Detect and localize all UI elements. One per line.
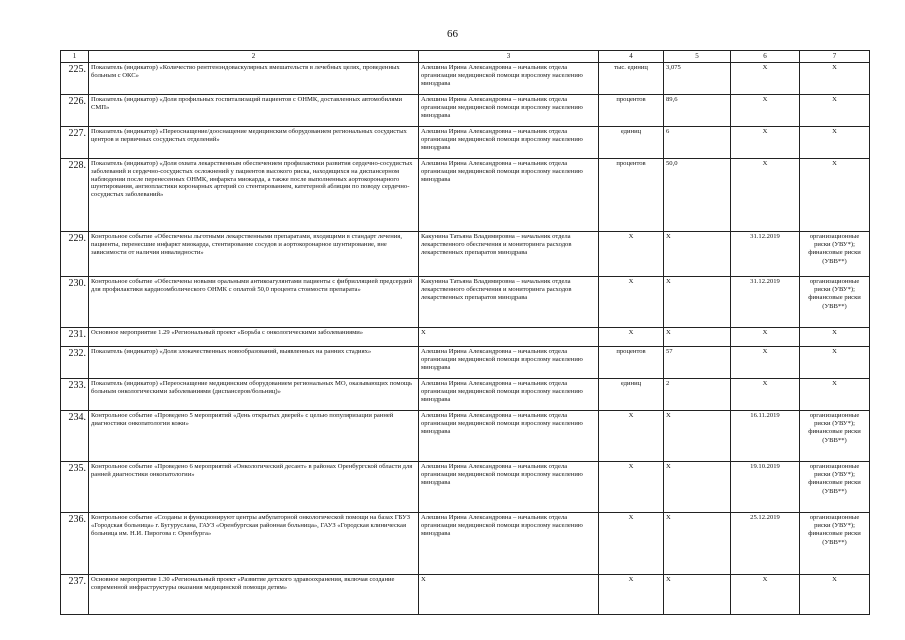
row-unit: X xyxy=(599,411,664,462)
row-date: X xyxy=(731,63,800,95)
row-unit: тыс. единиц xyxy=(599,63,664,95)
row-date: 31.12.2019 xyxy=(731,277,800,328)
table-row xyxy=(61,462,870,513)
row-description: Контрольное событие «Обеспечены льготными лекарственными препаратами, входящими в стандарт лечения, пациенты, перенесшие инфаркт миокарда, стентирование сосудов и аортокоронарное шунтирование, вне зависимости от наличия инвалидности» xyxy=(89,232,419,277)
row-number: 233. xyxy=(61,379,89,411)
table-row xyxy=(61,277,870,328)
row-date: X xyxy=(731,575,800,615)
row-date: X xyxy=(731,159,800,232)
row-responsible: Алешина Ирина Александровна – начальник отдела организации медицинской помощи взрослому населению минздрава xyxy=(419,159,599,232)
row-value: X xyxy=(664,328,731,347)
row-value: 2 xyxy=(664,379,731,411)
row-value: X xyxy=(664,232,731,277)
table-row xyxy=(61,575,870,615)
row-value: 50,0 xyxy=(664,159,731,232)
row-number: 225. xyxy=(61,63,89,95)
row-description: Основное мероприятие 1.30 «Региональный проект «Развитие детского здравоохранения, включая создание современной инфраструктуры оказания медицинской помощи детям» xyxy=(89,575,419,615)
row-risks: организационные риски (УВУ*); финансовые риски (УВВ**) xyxy=(800,411,870,462)
row-description: Контрольное событие «Проведено 5 мероприятий «День открытых дверей» с целью популяризации ранней диагностики онкопатологии кожи» xyxy=(89,411,419,462)
table-row xyxy=(61,232,870,277)
row-unit: X xyxy=(599,513,664,575)
row-description: Показатель (индикатор) «Доля профильных госпитализаций пациентов с ОНМК, доставленных автомобилями СМП» xyxy=(89,95,419,127)
row-description: Показатель (индикатор) «Количество рентгенэндоваскулярных вмешательств в лечебных целях, проведенных больным с ОКС» xyxy=(89,63,419,95)
row-responsible: Алешина Ирина Александровна – начальник отдела организации медицинской помощи взрослому населению минздрава xyxy=(419,95,599,127)
row-description: Контрольное событие «Проведено 6 мероприятий «Онкологический десант» в районах Оренбургской области для ранней диагностики онкопатологии» xyxy=(89,462,419,513)
row-number: 229. xyxy=(61,232,89,277)
header-cell: 1 xyxy=(61,51,89,63)
row-responsible: Какунина Татьяна Владимировна – начальник отдела лекарственного обеспечения и мониторинга расходов лекарственных препаратов минздрава xyxy=(419,277,599,328)
row-description: Основное мероприятие 1.29 «Региональный проект «Борьба с онкологическими заболеваниями» xyxy=(89,328,419,347)
row-date: 19.10.2019 xyxy=(731,462,800,513)
row-risks: организационные риски (УВУ*); финансовые риски (УВВ**) xyxy=(800,232,870,277)
row-date: X xyxy=(731,328,800,347)
header-cell: 5 xyxy=(664,51,731,63)
row-unit: единиц xyxy=(599,127,664,159)
row-risks: X xyxy=(800,575,870,615)
row-number: 226. xyxy=(61,95,89,127)
row-value: X xyxy=(664,513,731,575)
row-value: 57 xyxy=(664,347,731,379)
header-cell: 2 xyxy=(89,51,419,63)
row-description: Показатель (индикатор) «Доля охвата лекарственным обеспечением профилактики развития сердечно-сосудистых заболеваний и сердечно-сосудистых осложнений у пациентов высокого риска, находящихся на диспансерном наблюдении после перенесенных ОНМК, инфаркта миокарда, а также после выполненных аортокоронарного шунтирования, ангиопластики коронарных артерий со стентированием, катетерной абляции по поводу сердечно-сосудистых заболеваний» xyxy=(89,159,419,232)
row-responsible: Алешина Ирина Александровна – начальник отдела организации медицинской помощи взрослому населению минздрава xyxy=(419,379,599,411)
plan-table xyxy=(60,50,870,615)
row-responsible: Алешина Ирина Александровна – начальник отдела организации медицинской помощи взрослому населению минздрава xyxy=(419,63,599,95)
table-header-row xyxy=(61,51,870,63)
row-number: 235. xyxy=(61,462,89,513)
row-responsible: X xyxy=(419,328,599,347)
row-unit: X xyxy=(599,232,664,277)
row-risks: организационные риски (УВУ*); финансовые риски (УВВ**) xyxy=(800,513,870,575)
row-responsible: Алешина Ирина Александровна – начальник отдела организации медицинской помощи взрослому населению минздрава xyxy=(419,347,599,379)
table-row xyxy=(61,127,870,159)
row-number: 232. xyxy=(61,347,89,379)
page-number: 66 xyxy=(447,28,458,40)
row-unit: процентов xyxy=(599,95,664,127)
table-row xyxy=(61,328,870,347)
row-responsible: Алешина Ирина Александровна – начальник отдела организации медицинской помощи взрослому населению минздрава xyxy=(419,513,599,575)
row-date: X xyxy=(731,347,800,379)
row-risks: X xyxy=(800,63,870,95)
row-unit: X xyxy=(599,277,664,328)
row-unit: процентов xyxy=(599,347,664,379)
row-value: X xyxy=(664,462,731,513)
row-description: Контрольное событие «Обеспечены новыми оральными антикоагулянтами пациенты с фибрилляцией предсердий для профилактики кардиоэмболического ОНМК с оплатой 50,0 процента стоимости препарата» xyxy=(89,277,419,328)
row-risks: X xyxy=(800,159,870,232)
row-description: Показатель (индикатор) «Переоснащение медицинским оборудованием региональных МО, оказывающих помощь больным онкологическими заболеваниями (диспансеров/больниц)» xyxy=(89,379,419,411)
table-row xyxy=(61,159,870,232)
row-risks: X xyxy=(800,328,870,347)
row-description: Показатель (индикатор) «Переоснащение/дооснащение медицинским оборудованием региональных сосудистых центров и первичных сосудистых отделений» xyxy=(89,127,419,159)
row-description: Контрольное событие «Созданы и функционируют центры амбулаторной онкологической помощи на базах ГБУЗ «Городская больница» г. Бугуруслана, ГАУЗ «Оренбургская районная больница», ГАУЗ «Городская клиническая больница им. Н.И. Пирогова г. Оренбурга» xyxy=(89,513,419,575)
row-value: 3,075 xyxy=(664,63,731,95)
row-value: 89,6 xyxy=(664,95,731,127)
row-responsible: Алешина Ирина Александровна – начальник отдела организации медицинской помощи взрослому населению минздрава xyxy=(419,462,599,513)
row-date: X xyxy=(731,95,800,127)
table-row xyxy=(61,411,870,462)
table-row xyxy=(61,347,870,379)
table-row xyxy=(61,379,870,411)
row-number: 237. xyxy=(61,575,89,615)
header-cell: 6 xyxy=(731,51,800,63)
row-responsible: X xyxy=(419,575,599,615)
table-row xyxy=(61,95,870,127)
row-description: Показатель (индикатор) «Доля злокачественных новообразований, выявленных на ранних стадиях» xyxy=(89,347,419,379)
row-unit: X xyxy=(599,462,664,513)
header-cell: 4 xyxy=(599,51,664,63)
row-value: X xyxy=(664,277,731,328)
header-cell: 3 xyxy=(419,51,599,63)
row-risks: X xyxy=(800,347,870,379)
row-date: 16.11.2019 xyxy=(731,411,800,462)
row-risks: X xyxy=(800,379,870,411)
header-cell: 7 xyxy=(800,51,870,63)
row-number: 227. xyxy=(61,127,89,159)
row-value: 6 xyxy=(664,127,731,159)
row-number: 230. xyxy=(61,277,89,328)
row-number: 236. xyxy=(61,513,89,575)
row-unit: единиц xyxy=(599,379,664,411)
row-value: X xyxy=(664,411,731,462)
row-unit: X xyxy=(599,575,664,615)
table-row xyxy=(61,63,870,95)
row-responsible: Алешина Ирина Александровна – начальник отдела организации медицинской помощи взрослому населению минздрава xyxy=(419,127,599,159)
row-date: X xyxy=(731,127,800,159)
row-risks: X xyxy=(800,127,870,159)
row-number: 228. xyxy=(61,159,89,232)
row-number: 231. xyxy=(61,328,89,347)
row-risks: X xyxy=(800,95,870,127)
row-date: X xyxy=(731,379,800,411)
row-value: X xyxy=(664,575,731,615)
row-number: 234. xyxy=(61,411,89,462)
row-unit: X xyxy=(599,328,664,347)
row-risks: организационные риски (УВУ*); финансовые риски (УВВ**) xyxy=(800,462,870,513)
row-unit: процентов xyxy=(599,159,664,232)
row-responsible: Какунина Татьяна Владимировна – начальник отдела лекарственного обеспечения и мониторинга расходов лекарственных препаратов минздрава xyxy=(419,232,599,277)
row-date: 25.12.2019 xyxy=(731,513,800,575)
row-date: 31.12.2019 xyxy=(731,232,800,277)
row-responsible: Алешина Ирина Александровна – начальник отдела организации медицинской помощи взрослому населению минздрава xyxy=(419,411,599,462)
table-row xyxy=(61,513,870,575)
row-risks: организационные риски (УВУ*); финансовые риски (УВВ**) xyxy=(800,277,870,328)
